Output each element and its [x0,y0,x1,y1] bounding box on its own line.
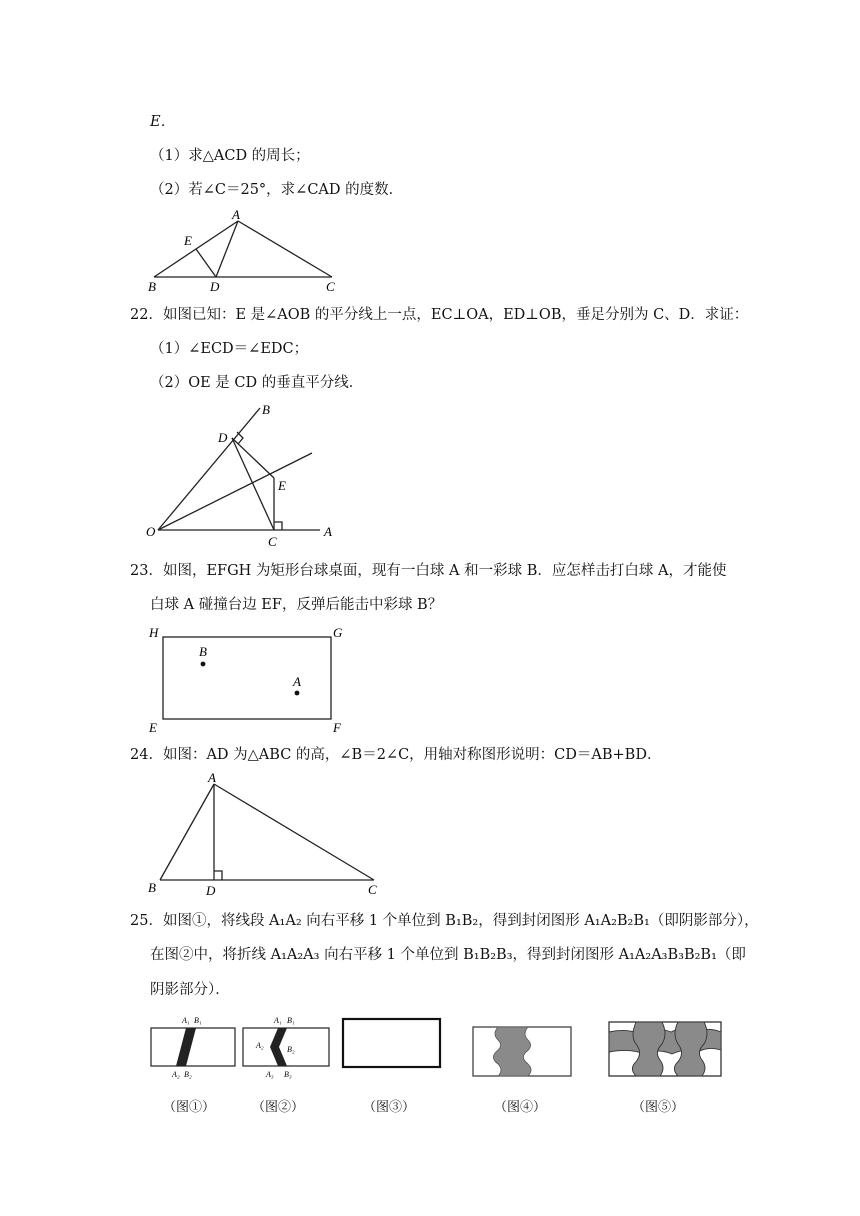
fig2-label-A2: A₂ [256,1041,264,1050]
q24-figure [140,770,390,898]
q23-stem-line1: 23．如图，EFGH 为矩形台球桌面，现有一白球 A 和一彩球 B．应怎样击打白球 A，才能使 [130,563,727,579]
q21-figure [140,205,350,295]
q22-label-C: C [268,534,277,549]
q25-stem-line3: 阴影部分）． [150,982,230,998]
q25-figure-2 [241,1010,333,1082]
fig2-label-B2: B₂ [287,1045,295,1054]
q22-stem: 22．如图已知：E 是∠AOB 的平分线上一点，EC⊥OA，ED⊥OB，垂足分别为 C、D．求证： [130,307,749,323]
q21-part1: （1）求△ACD 的周长； [150,148,310,164]
fig1-label-B1: B₁ [194,1016,202,1025]
q23-label-G: G [333,625,343,640]
q21-label-E: E [184,233,192,248]
q21-label-D: D [210,279,220,294]
q21-label-B: B [148,279,156,294]
q24-label-B: B [148,880,156,895]
q21-part2: （2）若∠C＝25°，求∠CAD 的度数． [150,182,404,198]
q22-label-O: O [146,524,156,539]
q23-figure [145,622,350,734]
caption-fig3: （图③） [363,1099,416,1114]
fig1-label-A2: A₂ [172,1070,180,1079]
q22-label-A: A [324,524,332,539]
fig2-label-B1: B₁ [287,1016,295,1025]
caption-fig2: （图②） [252,1099,305,1114]
q25-stem-line2: 在图②中，将折线 A₁A₂A₃ 向右平移 1 个单位到 B₁B₂B₃，得到封闭图形 A₁A₂A₃B₃B₂B₁（即 [150,947,746,963]
q24-label-C: C [368,882,377,897]
q21-label-A: A [232,207,240,222]
q22-label-B: B [262,402,270,417]
q24-label-D: D [206,883,216,898]
q23-label-E: E [149,720,157,734]
q21-label-C: C [326,279,335,294]
q22-label-E: E [278,478,286,493]
q25-figure-1 [150,1010,238,1082]
q25-figure-5 [606,1018,724,1080]
q23-stem-line2: 白球 A 碰撞台边 EF，反弹后能击中彩球 B？ [150,597,443,613]
q23-label-F: F [333,720,341,734]
caption-fig5: （图⑤） [632,1099,685,1114]
q22-part2: （2）OE 是 CD 的垂直平分线． [150,375,364,391]
q24-label-A: A [208,770,216,785]
q22-figure [140,398,350,550]
caption-fig4: （图④） [494,1099,547,1114]
fig2-label-A3: A₃ [266,1070,274,1079]
q23-label-A: A [293,674,301,689]
fig1-label-B2: B₂ [184,1070,192,1079]
q23-label-B: B [199,644,207,659]
q22-label-D: D [218,430,228,445]
q25-stem-line1: 25．如图①，将线段 A₁A₂ 向右平移 1 个单位到 B₁B₂，得到封闭图形 A₁A₂B₂B₁（即阴影部分）， [130,913,759,929]
q21-tail: E． [150,114,176,130]
q24-stem: 24．如图：AD 为△ABC 的高，∠B＝2∠C，用轴对称图形说明：CD＝AB+BD． [130,747,662,763]
fig1-label-A1: A₁ [182,1016,190,1025]
fig2-label-A1: A₁ [274,1016,282,1025]
q25-figure-4 [470,1022,574,1080]
q23-label-H: H [149,625,159,640]
caption-fig1: （图①） [163,1099,216,1114]
q22-part1: （1）∠ECD＝∠EDC； [150,341,309,357]
fig2-label-B3: B₃ [284,1070,292,1079]
q25-figure-3 [340,1016,444,1072]
